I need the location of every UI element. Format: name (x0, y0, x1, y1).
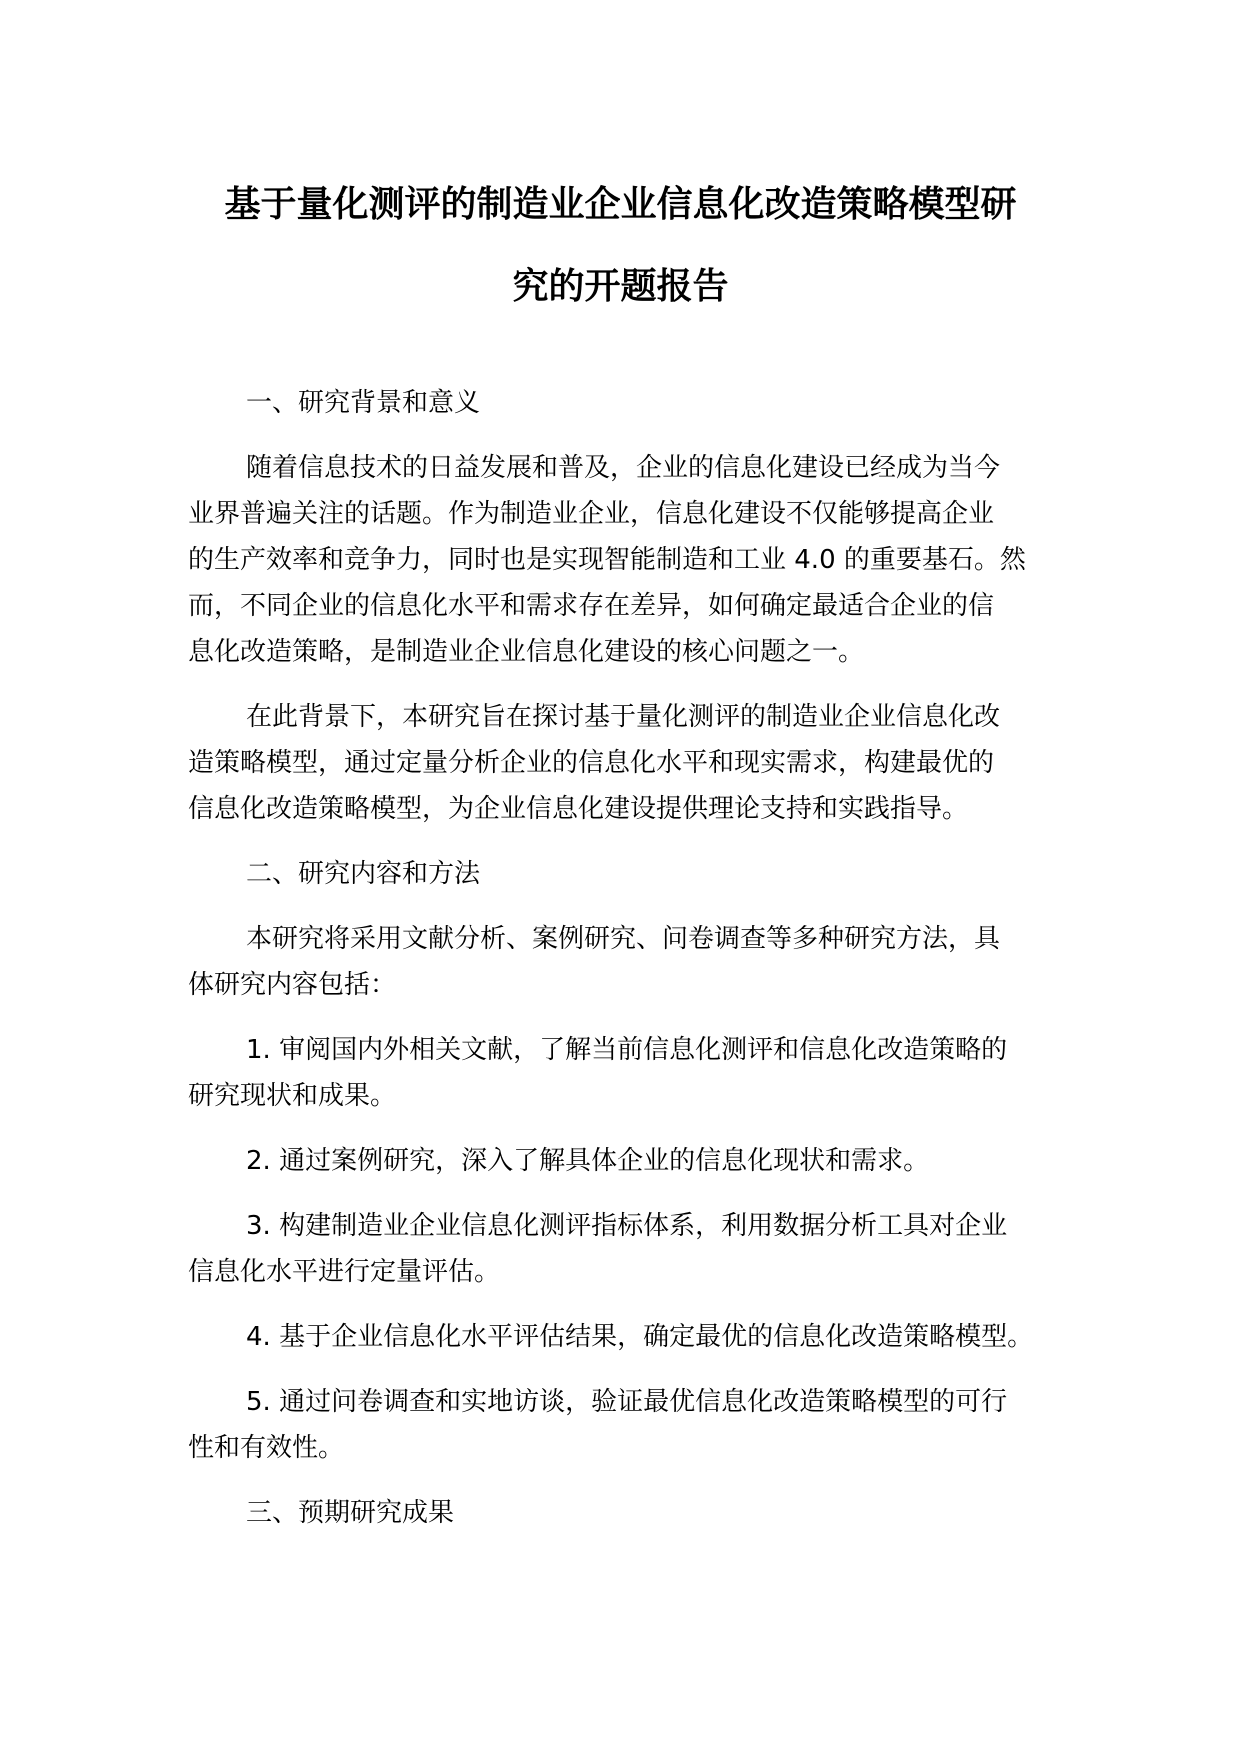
list-item-3 (188, 1203, 1058, 1295)
list-item-1 (188, 1027, 1058, 1119)
section-heading-content-methods: 二、研究内容和方法 (246, 859, 481, 889)
list-item-2 (188, 1138, 1058, 1184)
paragraph-line: 信息化改造策略模型，为企业信息化建设提供理论支持和实践指导。 (188, 794, 969, 824)
list-item-5 (188, 1379, 1058, 1471)
paragraph-objective (188, 694, 1058, 832)
paragraph-line: 造策略模型，通过定量分析企业的信息化水平和现实需求，构建最优的 (188, 748, 995, 778)
paragraph-line: 信息化水平进行定量评估。 (188, 1257, 501, 1287)
document-title-line-2: 究的开题报告 (512, 266, 729, 307)
paragraph-line: 5. 通过问卷调查和实地访谈，验证最优信息化改造策略模型的可行 (246, 1387, 1008, 1417)
paragraph-background (188, 445, 1058, 675)
list-item-4 (188, 1314, 1058, 1360)
paragraph-line: 本研究将采用文献分析、案例研究、问卷调查等多种研究方法，具 (246, 924, 1001, 954)
paragraph-line: 研究现状和成果。 (188, 1081, 397, 1111)
paragraph-line: 4. 基于企业信息化水平评估结果，确定最优的信息化改造策略模型。 (246, 1322, 1034, 1352)
paragraph-line: 体研究内容包括： (188, 970, 397, 1000)
paragraph-line: 3. 构建制造业企业信息化测评指标体系，利用数据分析工具对企业 (246, 1211, 1008, 1241)
paragraph-line: 的生产效率和竞争力，同时也是实现智能制造和工业 4.0 的重要基石。然 (188, 545, 1026, 575)
paragraph-line: 2. 通过案例研究，深入了解具体企业的信息化现状和需求。 (246, 1146, 930, 1176)
section-heading-background: 一、研究背景和意义 (246, 388, 481, 418)
document-body (188, 380, 1058, 1536)
section-heading-expected-results: 三、预期研究成果 (246, 1498, 455, 1528)
document-title-line-1: 基于量化测评的制造业企业信息化改造策略模型研 (224, 184, 1017, 225)
paragraph-line: 息化改造策略，是制造业企业信息化建设的核心问题之一。 (188, 637, 865, 667)
paragraph-line: 在此背景下，本研究旨在探讨基于量化测评的制造业企业信息化改 (246, 702, 1001, 732)
paragraph-line: 性和有效性。 (188, 1433, 345, 1463)
paragraph-line: 业界普遍关注的话题。作为制造业企业，信息化建设不仅能够提高企业 (188, 499, 995, 529)
paragraph-line: 而，不同企业的信息化水平和需求存在差异，如何确定最适合企业的信 (188, 591, 995, 621)
paragraph-line: 随着信息技术的日益发展和普及，企业的信息化建设已经成为当今 (246, 453, 1001, 483)
paragraph-methods-intro (188, 916, 1058, 1008)
paragraph-line: 1. 审阅国内外相关文献，了解当前信息化测评和信息化改造策略的 (246, 1035, 1008, 1065)
